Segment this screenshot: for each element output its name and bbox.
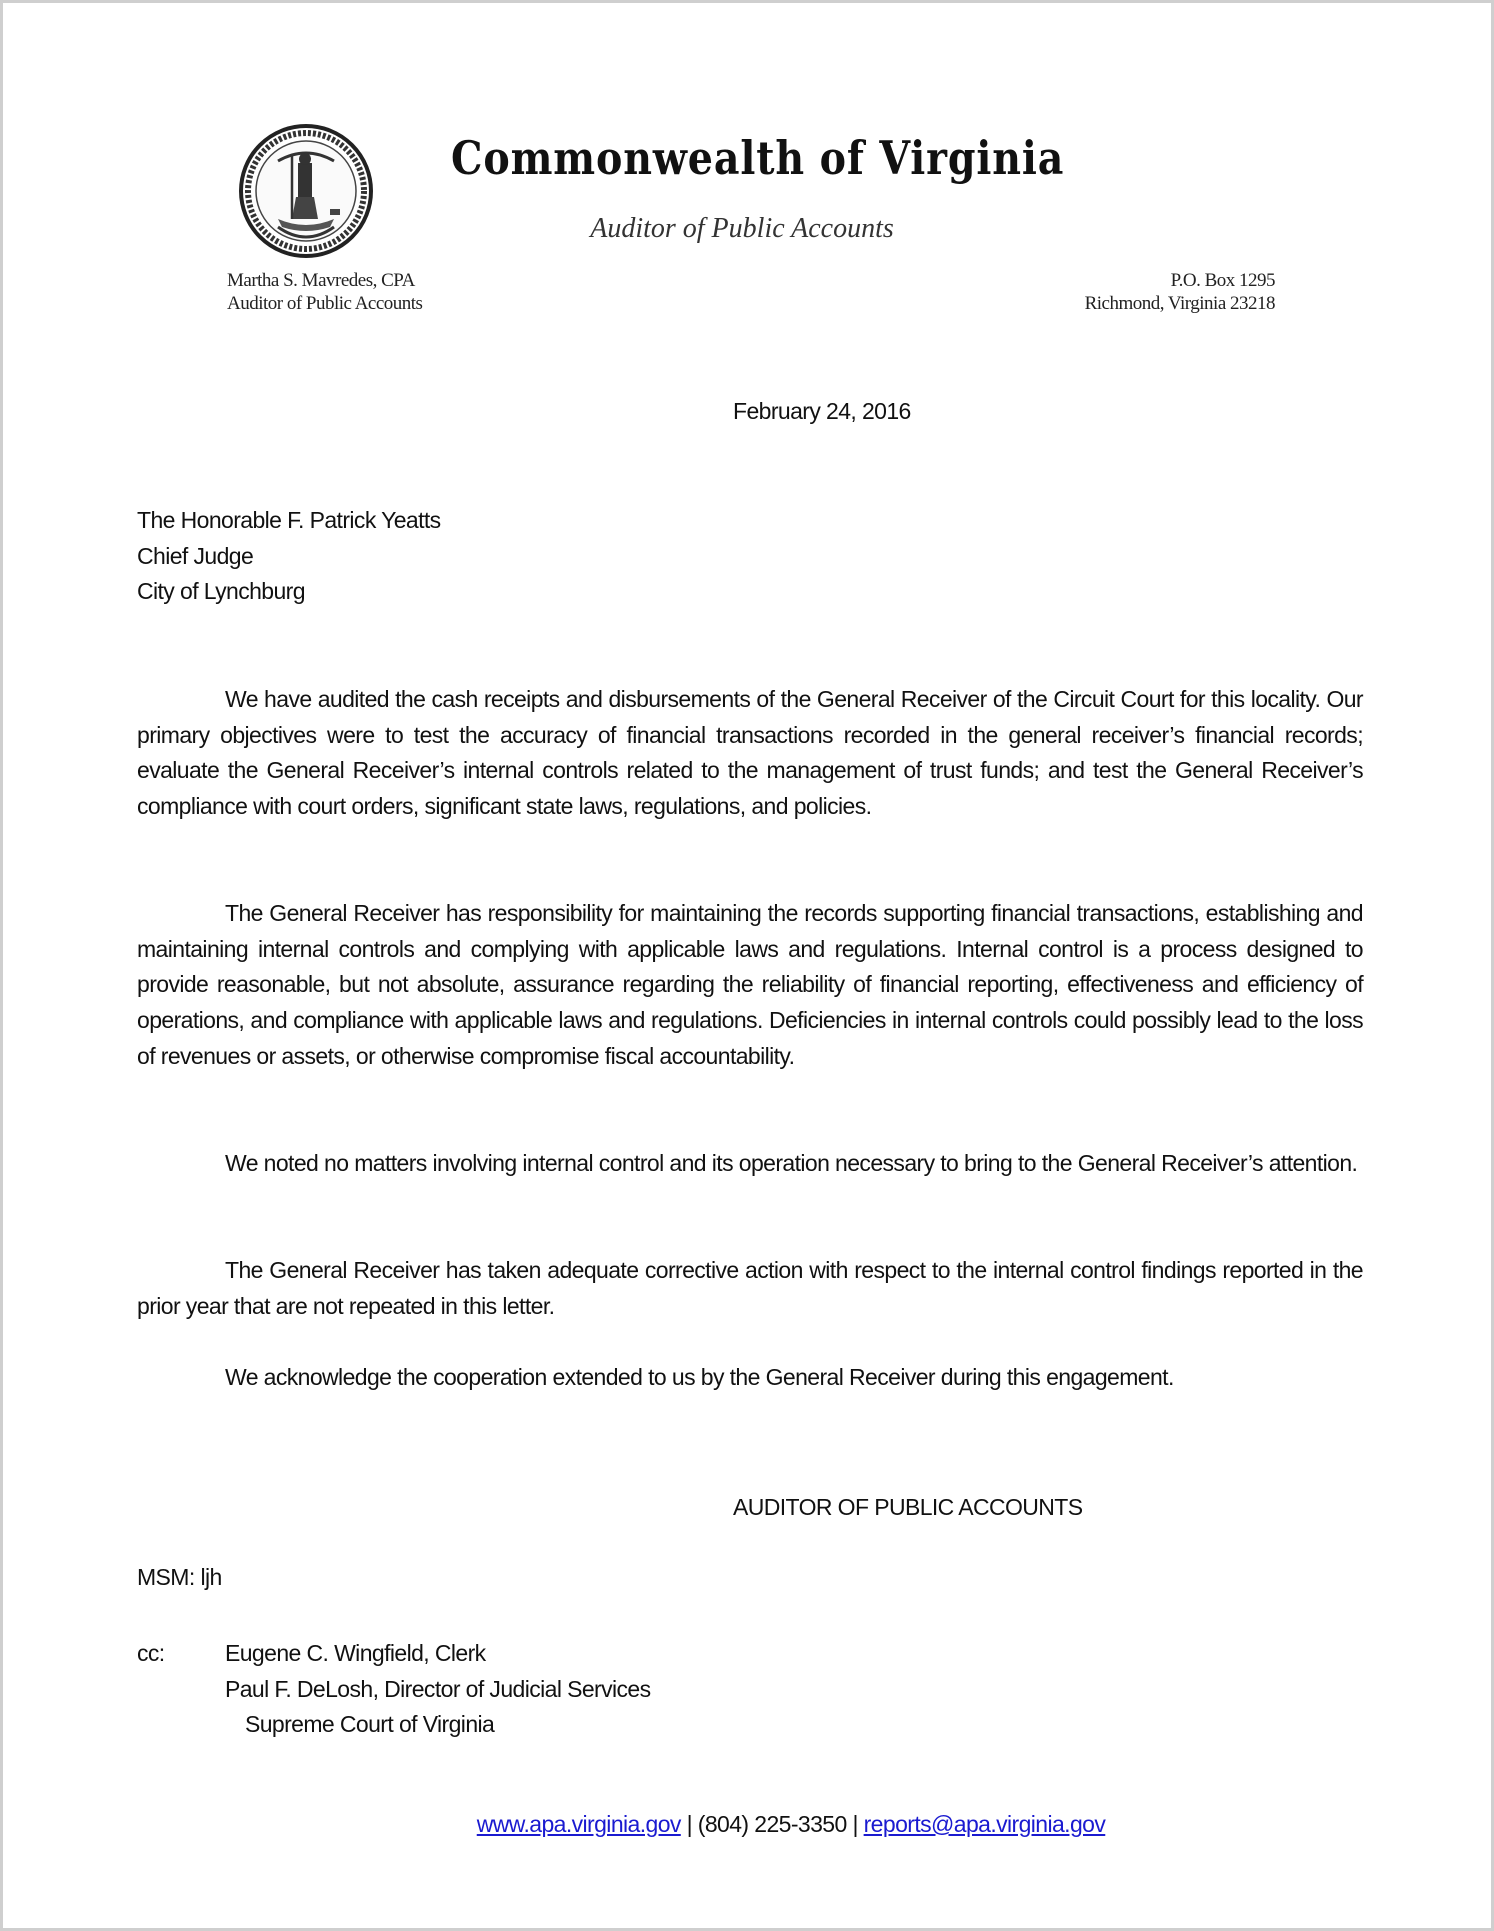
recipient-address	[137, 503, 441, 610]
footer-contact	[3, 1811, 1494, 1838]
virginia-state-seal-icon	[238, 123, 374, 259]
mailing-address-block	[1085, 269, 1275, 315]
paragraph-acknowledgement: We acknowledge the cooperation extended to us by the General Receiver during this engagement.	[225, 1364, 1174, 1390]
auditor-name-block	[227, 269, 422, 315]
footer-separator: |	[686, 1811, 692, 1837]
paragraph-corrective-action: The General Receiver has taken adequate corrective action with respect to the internal control findings reported in the prior year that are not repeated in this letter.	[137, 1257, 1363, 1319]
signature-line: AUDITOR OF PUBLIC ACCOUNTS	[733, 1494, 1083, 1520]
paragraph-no-matters: We noted no matters involving internal control and its operation necessary to bring to the General Receiver’s attention.	[225, 1150, 1358, 1176]
cc-label: cc:	[137, 1640, 165, 1666]
reference-initials: MSM: ljh	[137, 1564, 222, 1590]
cc-recipient-affiliation: Supreme Court of Virginia	[245, 1711, 495, 1738]
phone-number: (804) 225-3350	[697, 1811, 847, 1837]
paragraph-audit-scope: We have audited the cash receipts and disbursements of the General Receiver of the Circuit Court for this locality. Our primary objectives were to test the accuracy of financial transactions recorded in the general receiver’s financial records; evaluate the General Receiver’s internal controls related to the management of trust funds; and test the General Receiver’s compliance with court orders, significant state laws, regulations, and policies.	[137, 686, 1363, 820]
cc-recipient: Eugene C. Wingfield, Clerk	[225, 1640, 486, 1666]
website-link[interactable]: www.apa.virginia.gov	[476, 1811, 681, 1837]
cc-recipient: Paul F. DeLosh, Director of Judicial Services	[225, 1675, 651, 1702]
po-box: P.O. Box 1295	[1170, 270, 1275, 291]
email-link[interactable]: reports@apa.virginia.gov	[863, 1811, 1106, 1837]
auditor-title: Auditor of Public Accounts	[227, 293, 423, 314]
letterhead-subtitle: Auditor of Public Accounts	[590, 213, 894, 244]
recipient-title: Chief Judge	[137, 542, 254, 569]
cc-list	[225, 1636, 651, 1743]
footer-separator: |	[852, 1811, 858, 1837]
city-state-zip: Richmond, Virginia 23218	[1084, 293, 1275, 314]
paragraph-responsibility: The General Receiver has responsibility for maintaining the records supporting financial transactions, establishing and maintaining internal controls and complying with applicable laws and regulations. Internal control is a process designed to provide reasonable, but not absolute, assurance regarding the reliability of financial reporting, effectiveness and efficiency of operations, and compliance with applicable laws and regulations. Deficiencies in internal controls could possibly lead to the loss of revenues or assets, or otherwise compromise fiscal accountability.	[137, 900, 1363, 1069]
recipient-locality: City of Lynchburg	[137, 578, 305, 605]
letterhead-title: Commonwealth of Virginia	[451, 131, 1065, 185]
recipient-name: The Honorable F. Patrick Yeatts	[137, 507, 441, 533]
auditor-name: Martha S. Mavredes, CPA	[227, 270, 415, 291]
letter-date: February 24, 2016	[733, 398, 911, 424]
